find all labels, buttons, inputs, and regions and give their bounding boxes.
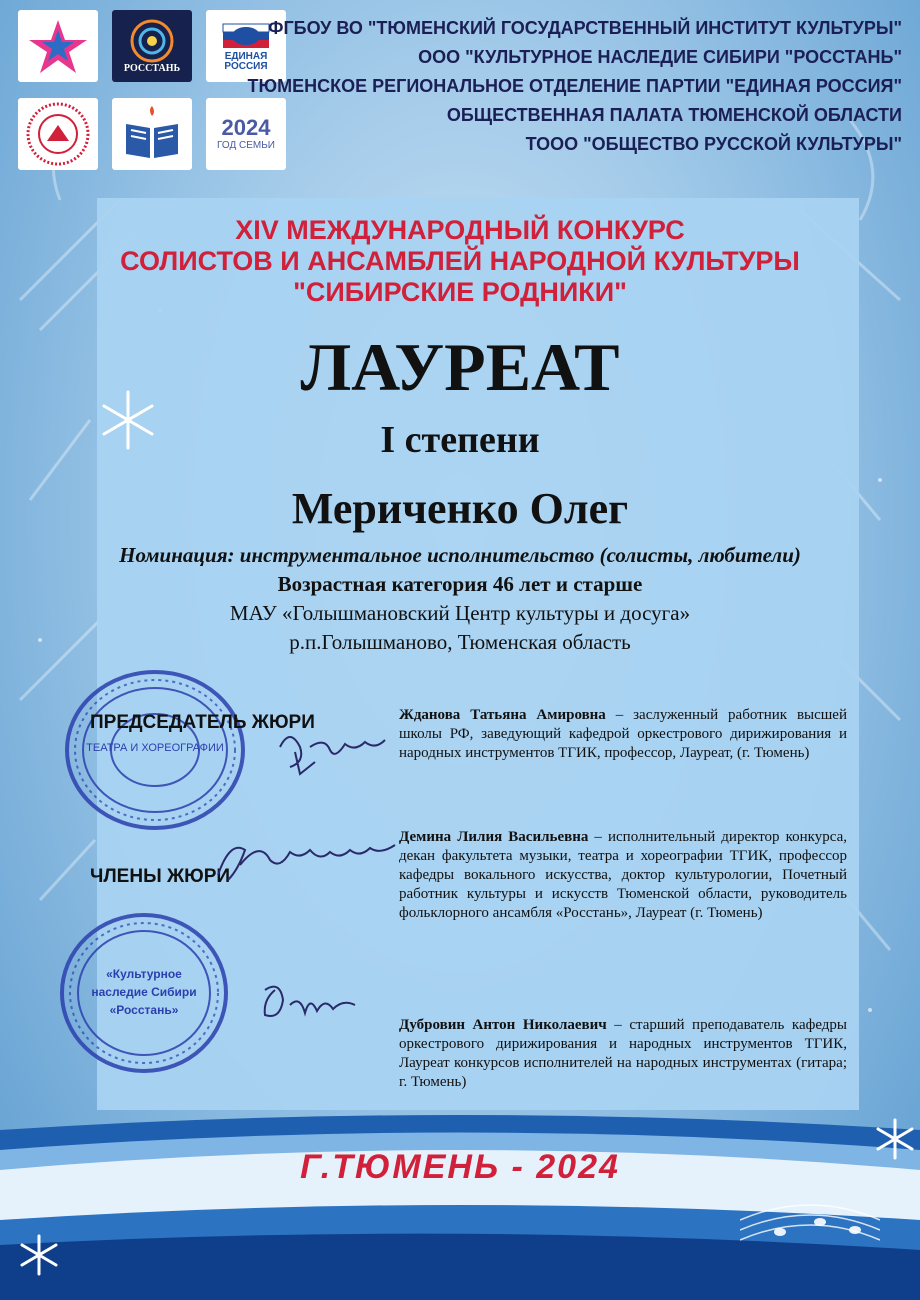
award-title: ЛАУРЕАТ <box>300 329 620 405</box>
public-chamber-logo <box>18 98 98 170</box>
members-label: ЧЛЕНЫ ЖЮРИ <box>90 866 231 887</box>
chair-label: ПРЕДСЕДАТЕЛЬ ЖЮРИ <box>90 712 315 733</box>
united-russia-logo-text: ЕДИНАЯ РОССИЯ <box>224 51 268 72</box>
jury-name: Жданова Татьяна Амировна <box>399 707 606 723</box>
stamp2-line-2: наследие Сибири <box>91 985 197 999</box>
jury-member-2 <box>399 828 847 923</box>
heart-2024-icon: 2024 <box>221 115 271 140</box>
stamp2-line-1: «Культурное <box>106 967 182 981</box>
competition-line-1: XIV МЕЖДУНАРОДНЫЙ КОНКУРС <box>235 215 685 245</box>
rosstan-logo-icon <box>128 18 176 64</box>
rosstan-logo <box>112 10 192 82</box>
organizer-line: ОБЩЕСТВЕННАЯ ПАЛАТА ТЮМЕНСКОЙ ОБЛАСТИ <box>446 105 902 125</box>
age-category: Возрастная категория 46 лет и старше <box>277 572 643 596</box>
institution: МАУ «Голышмановский Центр культуры и досуга» <box>229 601 691 625</box>
music-notes-icon <box>740 1180 880 1270</box>
organizer-line: ТООО "ОБЩЕСТВО РУССКОЙ КУЛЬТУРЫ" <box>525 134 902 154</box>
book-logo <box>112 98 192 170</box>
competition-title <box>0 215 920 308</box>
institute-logo <box>18 10 98 82</box>
member-signature-1 <box>210 830 400 890</box>
competition-line-2: СОЛИСТОВ И АНСАМБЛЕЙ НАРОДНОЙ КУЛЬТУРЫ <box>120 246 800 276</box>
jury-member-3 <box>399 1016 847 1092</box>
member-signature-2 <box>255 975 365 1035</box>
organizer-line: ФГБОУ ВО "ТЮМЕНСКИЙ ГОСУДАРСТВЕННЫЙ ИНСТИТУТ КУЛЬТУРЫ" <box>268 18 902 38</box>
jury-description: – старший преподаватель кафедры оркестрового дирижирования и народных инструментов ТГИК, Лауреат конкурсов исполнителей на народных инструментах (гитара; г. Тюмень) <box>399 1017 847 1090</box>
star-logo-icon <box>23 16 93 76</box>
recipient-name: Мериченко Олег <box>291 484 629 533</box>
year-of-family-text: ГОД СЕМЬИ <box>217 140 275 151</box>
organizer-line: ТЮМЕНСКОЕ РЕГИОНАЛЬНОЕ ОТДЕЛЕНИЕ ПАРТИИ "ЕДИНАЯ РОССИЯ" <box>247 76 902 96</box>
award-degree: I степени <box>380 419 540 461</box>
book-logo-icon <box>122 106 182 162</box>
organizers-list <box>248 14 902 159</box>
jury-description: – заслуженный работник высшей школы РФ, заведующий кафедрой оркестрового дирижирования и народных инструментов ТГИК, профессор, Лауреат, (г. Тюмень) <box>399 707 847 761</box>
stamp2-line-3: «Росстань» <box>109 1003 179 1017</box>
jury-description: – исполнительный директор конкурса, декан факультета музыки, театра и хореографии ТГИК, профессор кафедры вокального искусства, доктор культурологии, Почетный работник культуры и искусств Тюменской области, руководитель фольклорного ансамбля «Росстань», Лауреат (г. Тюмень) <box>399 829 847 921</box>
nomination: Номинация: инструментальное исполнительство (солисты, любители) <box>119 543 801 567</box>
jury-name: Дубровин Антон Николаевич <box>399 1017 607 1033</box>
snowflake-icon <box>18 1234 60 1276</box>
footer-city-year: Г.ТЮМЕНЬ - 2024 <box>300 1148 620 1186</box>
location: р.п.Голышманово, Тюменская область <box>289 630 631 654</box>
jury-member-1 <box>399 706 847 763</box>
stamp1-center-text: ТЕАТРА И ХОРЕОГРАФИИ <box>86 742 224 754</box>
chamber-seal-icon <box>25 101 91 167</box>
rosstan-logo-text: РОССТАНЬ <box>123 63 181 74</box>
institute-stamp <box>60 665 250 835</box>
competition-line-3: "СИБИРСКИЕ РОДНИКИ" <box>293 277 627 307</box>
rosstan-stamp <box>56 908 232 1078</box>
organizer-line: ООО "КУЛЬТУРНОЕ НАСЛЕДИЕ СИБИРИ "РОССТАНЬ" <box>418 47 902 67</box>
chair-signature <box>270 722 390 782</box>
jury-name: Демина Лилия Васильевна <box>399 829 589 845</box>
